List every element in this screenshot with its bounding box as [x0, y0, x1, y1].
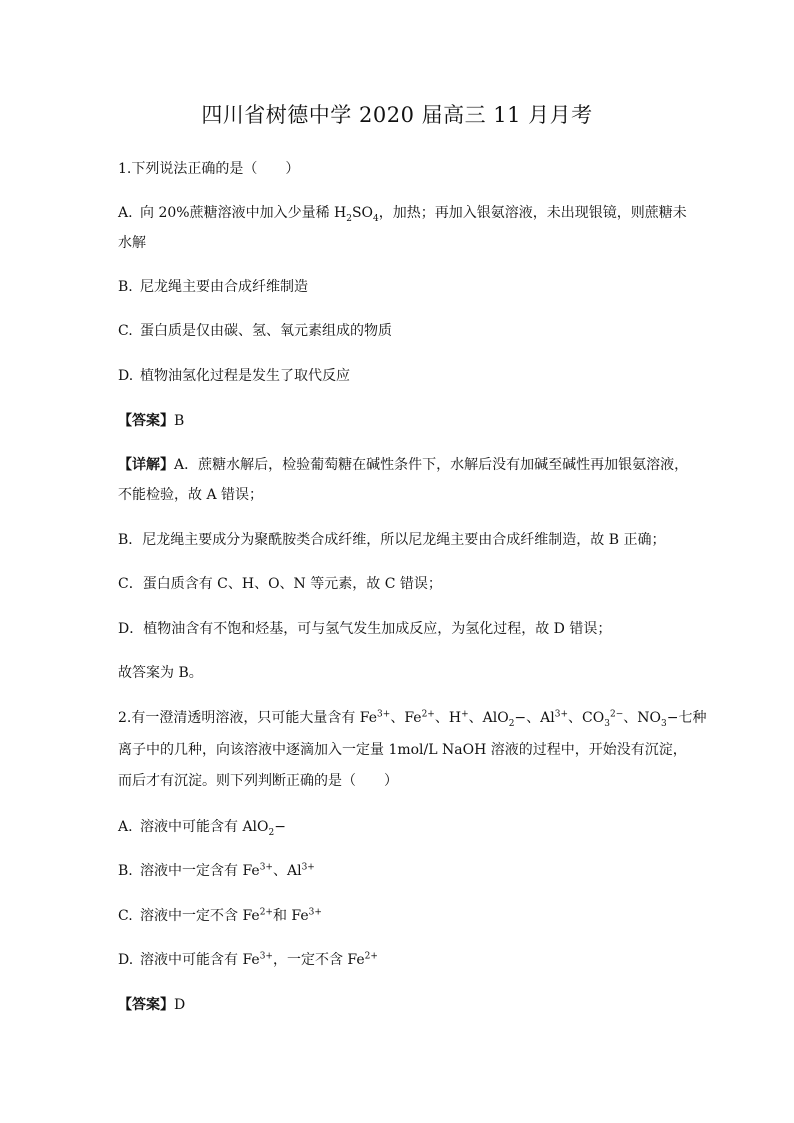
option-label: C. [118, 323, 133, 339]
superscript: 3+ [377, 709, 391, 720]
stem-text: 、CO [568, 710, 605, 726]
option-label: B. [118, 279, 133, 295]
q1-answer [118, 410, 683, 432]
option-text: SO [351, 205, 374, 221]
subscript: 2 [268, 827, 275, 838]
q1-option-a [118, 202, 687, 224]
q1-detail-line-2: 不能检验，故 A 错误； [118, 487, 264, 503]
question-2-stem-line-3: 而后才有沉淀。则下列判断正确的是（ ） [118, 773, 398, 789]
superscript: 2+ [421, 709, 435, 720]
option-label: A. [118, 819, 133, 835]
superscript: 2+ [259, 907, 273, 918]
stem-text: 、NO [623, 710, 661, 726]
q1-detail-line-3: B．尼龙绳主要成分为聚酰胺类合成纤维，所以尼龙绳主要由合成纤维制造，故 B 正确； [118, 532, 666, 548]
question-1-stem: 1.下列说法正确的是（ ） [118, 161, 300, 177]
stem-text: 、H [434, 710, 462, 726]
answer-label: 【答案】 [118, 997, 174, 1013]
subscript: 2 [346, 213, 352, 224]
option-label: D. [118, 368, 134, 384]
option-text: 和 Fe [272, 908, 309, 924]
q2-option-a [118, 816, 683, 838]
detail-text: A．蔗糖水解后，检验葡萄糖在碱性条件下，水解后没有加碱至碱性再加银氨溶液， [174, 457, 689, 473]
q1-detail-line-1 [118, 454, 689, 476]
superscript: 2− [609, 709, 624, 720]
answer-value: B [174, 413, 185, 429]
q1-detail-line-5: D．植物油含有不饱和烃基，可与氢气发生加成反应，为氢化过程，故 D 错误； [118, 621, 612, 637]
q1-option-a-cont: 水解 [118, 235, 146, 251]
page-title: 四川省树德中学 2020 届高三 11 月月考 [201, 103, 593, 127]
option-text: 、Al [272, 863, 302, 879]
option-text: 尼龙绳主要由合成纤维制造 [140, 279, 308, 295]
stem-text: 、AlO [468, 710, 509, 726]
q1-detail-line-6: 故答案为 B。 [118, 665, 203, 681]
superscript: 3+ [259, 951, 273, 962]
option-text: − [274, 819, 286, 835]
superscript: + [461, 709, 469, 720]
superscript: 2+ [364, 951, 378, 962]
subscript: 3 [660, 718, 667, 729]
stem-text: 、Fe [390, 710, 422, 726]
superscript: 3+ [301, 862, 315, 873]
option-text: 溶液中一定含有 Fe [140, 863, 260, 879]
q1-option-d [118, 365, 683, 387]
q1-option-b [118, 276, 683, 298]
question-2-stem-line-2: 离子中的几种，向该溶液中逐滴加入一定量 1mol/L NaOH 溶液的过程中，开始没有沉淀， [118, 742, 687, 758]
q1-detail-line-4: C．蛋白质含有 C、H、O、N 等元素，故 C 错误； [118, 576, 442, 592]
option-text: ，一定不含 Fe [272, 952, 365, 968]
answer-value: D [174, 997, 186, 1013]
q2-option-b [118, 860, 683, 882]
stem-text: −、Al [514, 710, 555, 726]
subscript: 4 [373, 213, 379, 224]
q2-option-c [118, 905, 683, 927]
question-2-stem-line-1 [118, 707, 707, 729]
superscript: 3+ [308, 907, 322, 918]
answer-label: 【答案】 [118, 413, 174, 429]
subscript: 2 [508, 718, 515, 729]
option-label: B. [118, 863, 133, 879]
q1-option-c [118, 320, 683, 342]
option-text: 蛋白质是仅由碳、氢、氧元素组成的物质 [140, 323, 392, 339]
stem-text: −七种 [666, 710, 707, 726]
option-text: 溶液中可能含有 Fe [140, 952, 260, 968]
option-text: 植物油氢化过程是发生了取代反应 [140, 368, 350, 384]
stem-text: 2.有一澄清透明溶液，只可能大量含有 Fe [118, 710, 378, 726]
option-text: ，加热；再加入银氨溶液，未出现银镜，则蔗糖未 [378, 205, 687, 221]
superscript: 3+ [259, 862, 273, 873]
option-text: 溶液中可能含有 AlO [140, 819, 269, 835]
q2-answer [118, 994, 683, 1016]
subscript: 3 [604, 718, 610, 729]
superscript: 3+ [554, 709, 569, 720]
detail-label: 【详解】 [118, 457, 174, 473]
option-label: D. [118, 952, 134, 968]
option-label: C. [118, 908, 133, 924]
option-text: 向 20%蔗糖溶液中加入少量稀 H [140, 205, 347, 221]
q2-option-d [118, 949, 683, 971]
option-text: 溶液中一定不含 Fe [140, 908, 260, 924]
option-label: A. [118, 205, 133, 221]
